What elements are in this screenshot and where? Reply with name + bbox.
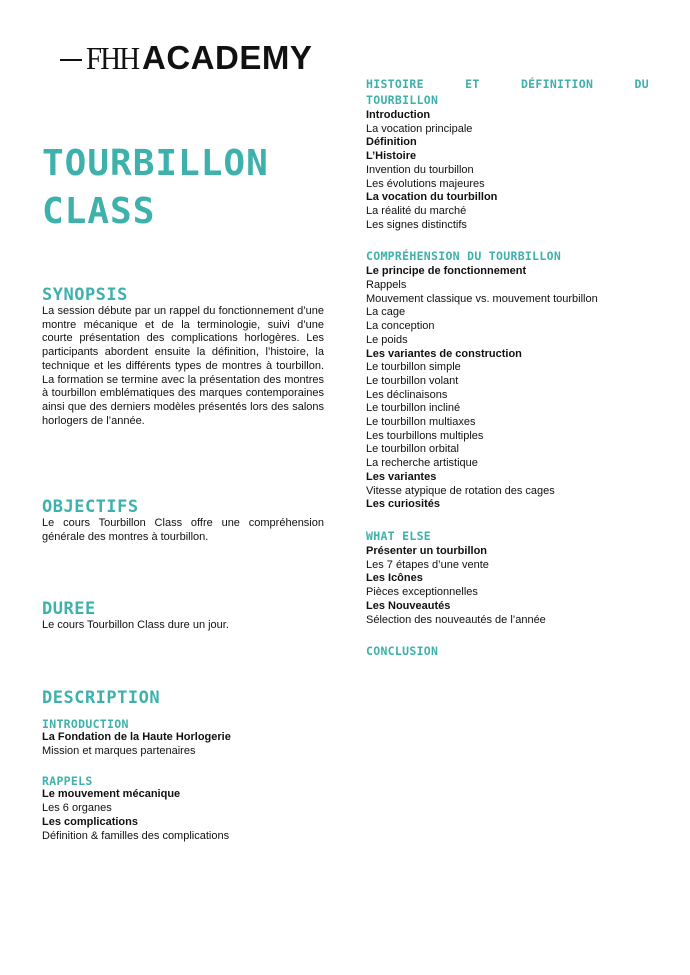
list-item: Les signes distinctifs (366, 218, 467, 231)
description-heading: DESCRIPTION (42, 688, 161, 708)
list-item: Les variantes de construction (366, 347, 522, 360)
list-item: Pièces exceptionnelles (366, 586, 478, 599)
list-item: La conception (366, 320, 435, 333)
list-item: Les curiosités (366, 498, 440, 511)
duree-heading: DUREE (42, 599, 96, 619)
list-item: La vocation principale (366, 122, 473, 135)
logo-mark: FHH (86, 40, 139, 76)
objectifs-text: Le cours Tourbillon Class offre une compréhension générale des montres à tourbillon. (42, 517, 324, 543)
list-item: Introduction (366, 109, 431, 121)
list-item: Le tourbillon volant (366, 374, 459, 387)
introduction-heading: INTRODUCTION (42, 717, 129, 731)
duree-text: Le cours Tourbillon Class dure un jour. (42, 619, 229, 631)
list-item: Mission et marques partenaires (42, 744, 196, 757)
list-item: Les Nouveautés (366, 599, 451, 612)
synopsis-heading: SYNOPSIS (42, 285, 128, 305)
list-item: Définition & familles des complications (42, 829, 230, 842)
list-item: Le principe de fonctionnement (366, 265, 527, 278)
list-item: Les variantes (366, 470, 437, 483)
list-item: Vitesse atypique de rotation des cages (366, 484, 555, 497)
list-item: Le tourbillon simple (366, 361, 461, 374)
list-item: La Fondation de la Haute Horlogerie (42, 731, 231, 743)
title-line-2: CLASS (42, 191, 156, 232)
conclusion-heading: CONCLUSION (366, 644, 439, 659)
list-item: Le tourbillon incliné (366, 402, 461, 415)
logo-dash (60, 59, 82, 61)
histoire-heading-line2: TOURBILLON (366, 93, 439, 107)
list-item: Les 7 étapes d’une vente (366, 558, 489, 571)
description-list (42, 717, 231, 843)
list-item: La recherche artistique (366, 457, 478, 470)
list-item: Sélection des nouveautés de l’année (366, 613, 546, 626)
list-item: Les tourbillons multiples (366, 429, 484, 442)
histoire-heading: HISTOIRE ET DÉFINITION DU (366, 77, 649, 91)
logo-text: ACADEMY (142, 39, 313, 76)
list-item: Présenter un tourbillon (366, 544, 488, 557)
list-item: Le tourbillon multiaxes (366, 416, 476, 429)
list-item: Le poids (366, 333, 408, 346)
list-item: Le mouvement mécanique (42, 788, 181, 801)
list-item: Les 6 organes (42, 802, 112, 815)
list-item: La cage (366, 306, 406, 319)
list-item: L’Histoire (366, 150, 417, 163)
comprehension-heading: COMPRÉHENSION DU TOURBILLON (366, 249, 562, 264)
page-title (42, 140, 269, 236)
list-item: Rappels (366, 279, 407, 292)
list-item: Invention du tourbillon (366, 163, 474, 176)
list-item: Le tourbillon orbital (366, 443, 459, 456)
list-item: La réalité du marché (366, 204, 467, 217)
title-line-1: TOURBILLON (42, 143, 269, 184)
list-item: Mouvement classique vs. mouvement tourbillon (366, 292, 598, 305)
synopsis-text: La session débute par un rappel du fonctionnement d’une montre mécanique et de la terminologie, suivi d’une courte présentation des complications horlogères. Les participants abordent ensuite la définition, l’histoire, la technique et les différents types de montres à tourbillon. La formation se termine avec la présentation des montres à tourbillon emblématiques des marques contemporaines ainsi que des derniers modèles présentés lors des salons horlogers de l’année. (42, 305, 324, 427)
rappels-heading: RAPPELS (42, 774, 93, 789)
list-item: Les déclinaisons (366, 388, 448, 401)
list-item: Les évolutions majeures (366, 177, 485, 190)
fhh-academy-logo (60, 40, 312, 76)
list-item: La vocation du tourbillon (366, 191, 498, 204)
list-item: Définition (366, 136, 417, 149)
program-column (366, 76, 649, 660)
list-item: Les Icônes (366, 572, 423, 585)
what-else-heading: WHAT ELSE (366, 528, 432, 543)
objectifs-heading: OBJECTIFS (42, 497, 139, 517)
list-item: Les complications (42, 815, 138, 828)
